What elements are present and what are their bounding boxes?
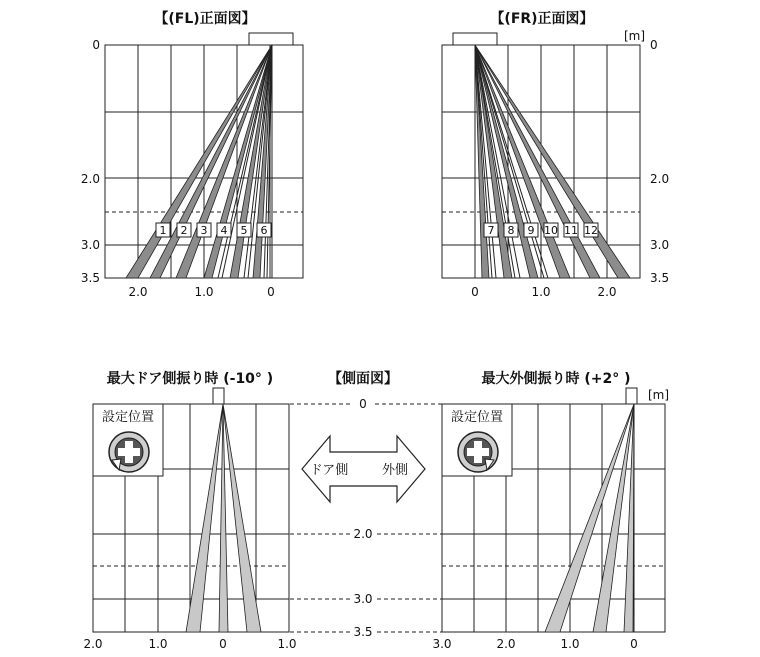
svg-text:4: 4 — [220, 224, 228, 237]
side-right-diagram — [432, 388, 665, 651]
beam-label-2 — [177, 223, 191, 237]
beam-label-5 — [237, 223, 251, 237]
side-left-diagram — [83, 388, 296, 651]
fl-y-tick-2: 2.0 — [80, 172, 100, 186]
svg-text:5: 5 — [240, 224, 248, 237]
beam-label-12 — [584, 223, 598, 237]
outside-label: 外側 — [381, 463, 409, 478]
right-beam-far — [545, 404, 634, 632]
fr-grid-lines — [442, 45, 640, 278]
right-x-tick-2: 2.0 — [496, 637, 516, 651]
beam-label-7 — [484, 223, 498, 237]
fl-sensor-body — [249, 33, 293, 45]
svg-text:2: 2 — [180, 224, 188, 237]
left-x-tick-2: 2.0 — [83, 637, 103, 651]
left-setting-box — [93, 404, 163, 476]
side-view — [83, 370, 669, 651]
beam-label-11 — [564, 223, 578, 237]
fr-x-tick-1: 1.0 — [531, 285, 551, 299]
beam-label-8 — [504, 223, 518, 237]
fl-y-tick-35: 3.5 — [80, 271, 100, 285]
right-beam-group — [545, 404, 634, 632]
right-x-tick-3: 3.0 — [432, 637, 452, 651]
center-tick-0: 0 — [359, 397, 367, 411]
fr-sensor-body — [453, 33, 497, 45]
svg-text:9: 9 — [527, 224, 535, 237]
left-x-tick-0: 0 — [219, 637, 227, 651]
fl-x-tick-0: 0 — [267, 285, 275, 299]
center-tick-2: 2.0 — [353, 527, 373, 541]
side-title: 【側面図】 — [328, 371, 398, 387]
side-left-title: 最大ドア側振り時 (-10° ) — [106, 371, 274, 387]
right-x-tick-1: 1.0 — [560, 637, 580, 651]
left-dial-icon — [109, 432, 149, 472]
beam-label-6 — [257, 223, 271, 237]
direction-double-arrow — [302, 436, 425, 502]
fr-y-tick-3: 3.0 — [650, 238, 670, 252]
center-tick-35: 3.5 — [353, 625, 373, 639]
fr-y-tick-35: 3.5 — [650, 271, 670, 285]
center-tick-3: 3.0 — [353, 592, 373, 606]
svg-text:10: 10 — [544, 224, 558, 237]
fr-y-tick-0: 0 — [650, 38, 658, 52]
svg-text:3: 3 — [200, 224, 208, 237]
door-side-label: ドア側 — [309, 463, 349, 478]
fr-title: 【(FR)正面図】 — [490, 11, 594, 27]
fl-x-tick-1: 1.0 — [194, 285, 214, 299]
svg-text:6: 6 — [260, 224, 268, 237]
left-beam-group — [186, 404, 261, 632]
left-beam-outer-out — [223, 404, 261, 632]
side-unit-label: [m] — [648, 388, 670, 402]
fl-title: 【(FL)正面図】 — [154, 11, 256, 27]
beam-label-1 — [156, 223, 170, 237]
left-x-tick-1b: 1.0 — [277, 637, 297, 651]
beam-label-3 — [197, 223, 211, 237]
svg-text:12: 12 — [584, 224, 598, 237]
right-setting-box — [442, 404, 512, 476]
fl-y-tick-3: 3.0 — [80, 238, 100, 252]
right-setting-label: 設定位置 — [450, 410, 504, 425]
left-x-tick-1: 1.0 — [148, 637, 168, 651]
beam-label-9 — [524, 223, 538, 237]
right-sensor-body — [626, 388, 637, 404]
fl-front-view — [81, 10, 303, 299]
beam-label-10 — [544, 223, 558, 237]
left-beam-outer-door — [186, 404, 223, 632]
fr-x-tick-2: 2.0 — [597, 285, 617, 299]
svg-text:8: 8 — [507, 224, 515, 237]
fr-front-view — [442, 10, 669, 299]
right-x-tick-0: 0 — [630, 637, 638, 651]
fl-x-tick-2: 2.0 — [128, 285, 148, 299]
side-center-scale — [290, 397, 442, 639]
svg-text:7: 7 — [487, 224, 495, 237]
right-dial-icon — [458, 432, 498, 472]
fr-unit-label: [m] — [624, 29, 646, 43]
fl-y-tick-0: 0 — [92, 38, 100, 52]
fl-beam-group — [126, 45, 272, 278]
svg-text:11: 11 — [564, 224, 578, 237]
fr-x-tick-0: 0 — [471, 285, 479, 299]
beam-label-4 — [217, 223, 231, 237]
svg-text:1: 1 — [159, 224, 167, 237]
fr-y-tick-2: 2.0 — [650, 172, 670, 186]
left-setting-label: 設定位置 — [101, 410, 155, 425]
left-sensor-body — [213, 388, 224, 404]
side-right-title: 最大外側振り時 (+2° ) — [481, 371, 631, 387]
